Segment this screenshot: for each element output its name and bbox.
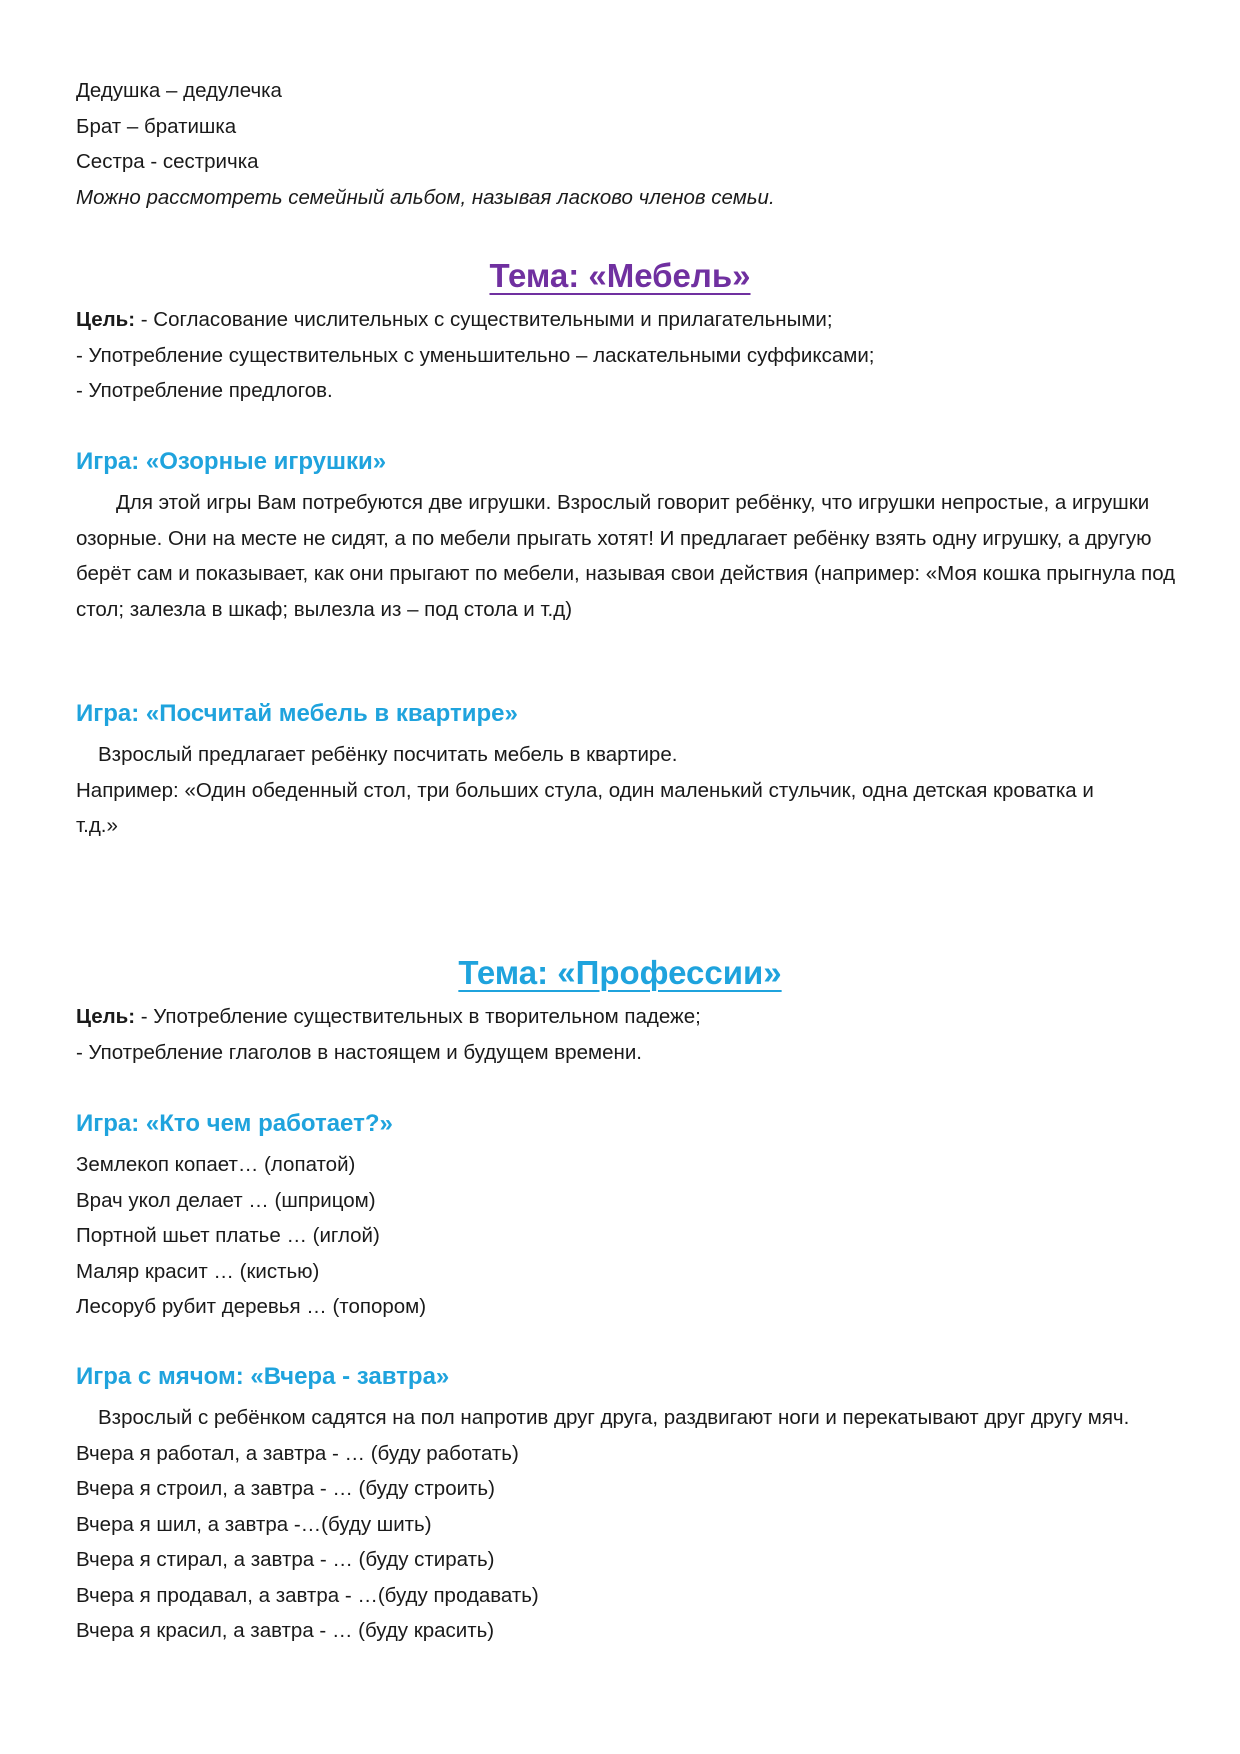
professions-goals	[76, 999, 1166, 1070]
theme-furniture-title-text: Тема: «Мебель»	[489, 257, 751, 294]
family-intro	[76, 73, 1166, 215]
theme-professions-title-text: Тема: «Профессии»	[458, 954, 782, 991]
goal-text: - Согласование числительных с существительными и прилагательными;	[135, 308, 833, 331]
list-item: Вчера я красил, а завтра - … (буду красить)	[76, 1619, 495, 1642]
game-who-works-list	[76, 1147, 1166, 1325]
goal-line: - Употребление существительных с уменьшительно – ласкательными суффиксами;	[76, 343, 875, 367]
list-item: Дедушка – дедулечка	[76, 79, 282, 102]
goal-line	[76, 999, 1166, 1035]
game-count-furniture-body	[76, 737, 1166, 844]
list-item: Сестра - сестричка	[76, 150, 259, 173]
furniture-goals	[76, 302, 1166, 409]
goal-label: Цель:	[76, 308, 136, 331]
list-item: Вчера я продавал, а завтра - …(буду продавать)	[76, 1583, 539, 1607]
goal-label: Цель:	[76, 1005, 136, 1028]
list-item: Землекоп копает… (лопатой)	[76, 1153, 356, 1176]
list-item: Лесоруб рубит деревья … (топором)	[76, 1295, 427, 1318]
game-toys-text: Для этой игры Вам потребуются две игрушки. Взрослый говорит ребёнку, что игрушки непростые, а игрушки озорные. Они на месте не сидят, а по мебели прыгать хотят! И предлагает ребёнку взять одну игрушку, а другую берёт сам и показывает, как они прыгают по мебели, называя свои действия (например: «Моя кошка прыгнула под стол; залезла в шкаф; вылезла из – под стола и т.д)	[76, 491, 1176, 621]
game-yesterday-tomorrow-title: Игра с мячом: «Вчера - завтра»	[76, 1363, 450, 1390]
list-item: Вчера я строил, а завтра - … (буду строить)	[76, 1477, 495, 1500]
game-count-furniture-line: Взрослый предлагает ребёнку посчитать мебель в квартире.	[98, 743, 678, 766]
theme-furniture-title	[0, 254, 1240, 298]
list-item: Брат – братишка	[76, 114, 237, 138]
goal-line: - Употребление предлогов.	[76, 379, 333, 402]
game-toys-title: Игра: «Озорные игрушки»	[76, 448, 387, 475]
game-yesterday-tomorrow-body	[76, 1400, 1166, 1649]
list-item: Вчера я шил, а завтра -…(буду шить)	[76, 1512, 432, 1536]
goal-line	[76, 302, 1166, 338]
theme-professions-title	[0, 951, 1240, 995]
family-note: Можно рассмотреть семейный альбом, называя ласково членов семьи.	[76, 185, 775, 209]
list-item: Портной шьет платье … (иглой)	[76, 1224, 380, 1247]
game-yesterday-tomorrow-text: Взрослый с ребёнком садятся на пол напротив друг друга, раздвигают ноги и перекатывают друг другу мяч.	[98, 1406, 1130, 1429]
game-who-works-title: Игра: «Кто чем работает?»	[76, 1110, 393, 1137]
game-count-furniture-title: Игра: «Посчитай мебель в квартире»	[76, 700, 518, 727]
list-item: Вчера я работал, а завтра - … (буду работать)	[76, 1441, 519, 1465]
list-item: Вчера я стирал, а завтра - … (буду стирать)	[76, 1548, 495, 1571]
goal-line: - Употребление глаголов в настоящем и будущем времени.	[76, 1040, 642, 1064]
list-item: Маляр красит … (кистью)	[76, 1259, 320, 1283]
game-count-furniture-example: Например: «Один обеденный стол, три больших стула, один маленький стульчик, одна детская кроватка и т.д.»	[76, 778, 1094, 837]
list-item: Врач укол делает … (шприцом)	[76, 1188, 376, 1212]
goal-text: - Употребление существительных в творительном падеже;	[135, 1005, 701, 1028]
